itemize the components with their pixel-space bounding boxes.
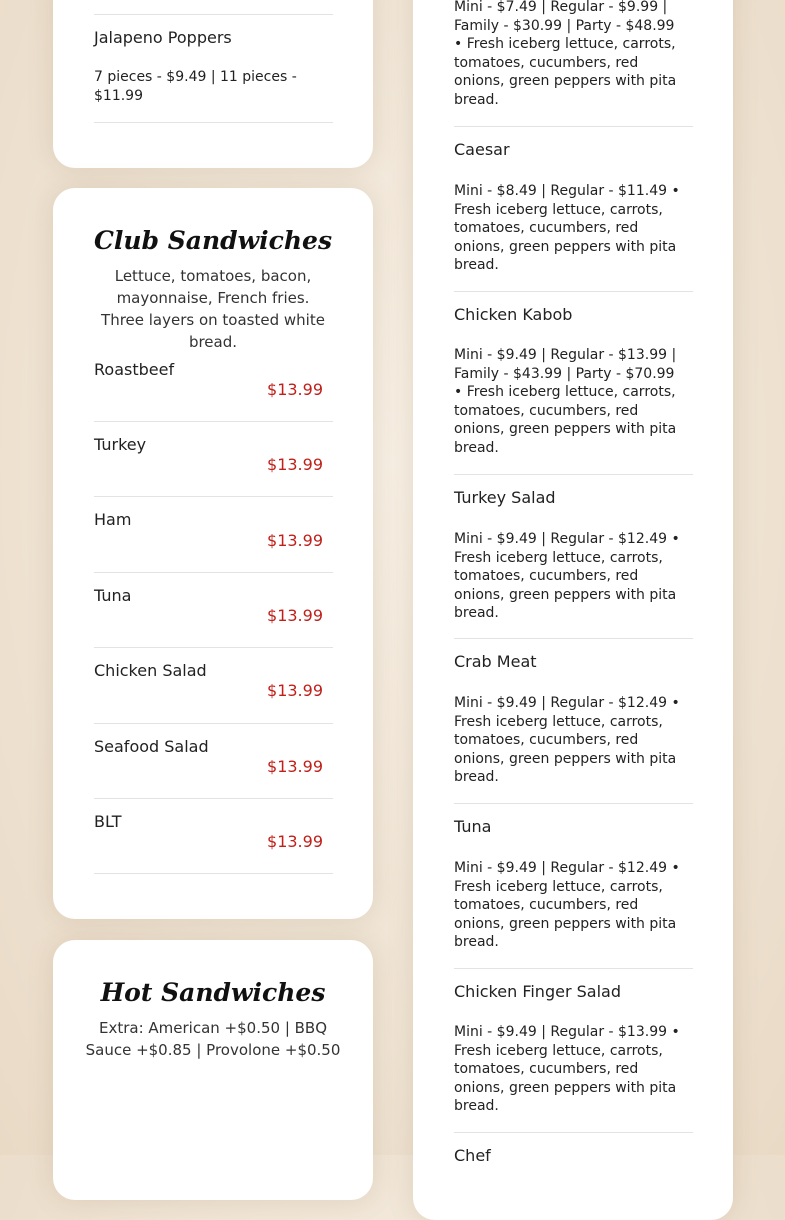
menu-item-price: $13.99 xyxy=(267,681,323,700)
menu-divider xyxy=(454,803,693,804)
menu-item-name: Chef xyxy=(454,1146,491,1165)
menu-divider xyxy=(94,14,333,15)
menu-item-name: Chicken Salad xyxy=(94,661,207,680)
menu-divider xyxy=(454,291,693,292)
menu-item-price: $13.99 xyxy=(267,531,323,550)
menu-item-name: Roastbeef xyxy=(94,360,175,379)
hot-sandwiches-card xyxy=(53,940,373,1200)
menu-item-price: $13.99 xyxy=(267,455,323,474)
menu-divider xyxy=(94,798,333,799)
menu-divider xyxy=(94,647,333,648)
menu-item-price: $13.99 xyxy=(267,757,323,776)
menu-item-name: Ham xyxy=(94,510,132,529)
menu-item-name: Caesar xyxy=(454,140,510,159)
menu-divider xyxy=(454,968,693,969)
menu-item-name: Jalapeno Poppers xyxy=(94,28,232,47)
menu-divider xyxy=(454,638,693,639)
salads-card xyxy=(413,0,733,1220)
menu-divider xyxy=(94,873,333,874)
menu-item-name: Tuna xyxy=(454,817,492,836)
menu-item-name: Turkey Salad xyxy=(454,488,556,507)
menu-item-name: Tuna xyxy=(94,586,132,605)
menu-item-name: Chicken Finger Salad xyxy=(454,982,621,1001)
menu-divider xyxy=(94,572,333,573)
menu-item-desc: 7 pieces - $9.49 | 11 pieces - $11.99 xyxy=(94,69,297,104)
menu-item-price: $13.99 xyxy=(267,380,323,399)
club-sandwiches-card xyxy=(53,188,373,919)
menu-item-price: $13.99 xyxy=(267,832,323,851)
section-intro: Extra: American +$0.50 | BBQ Sauce +$0.85 | Provolone +$0.50 xyxy=(85,1019,341,1059)
menu-divider xyxy=(454,1132,693,1133)
menu-item-name: BLT xyxy=(94,812,122,831)
menu-divider xyxy=(454,126,693,127)
appetizers-card xyxy=(53,0,373,168)
menu-divider xyxy=(454,474,693,475)
menu-item-desc: Mini - $9.49 | Regular - $12.49 • Fresh iceberg lettuce, carrots, tomatoes, cucumbers, red onions, green peppers with pita bread. xyxy=(454,860,680,951)
menu-item-desc: Mini - $9.49 | Regular - $13.99 | Family - $43.99 | Party - $70.99 • Fresh iceberg lettuce, carrots, tomatoes, cucumbers, red onions, green peppers with pita bread. xyxy=(454,347,677,456)
menu-item-name: Seafood Salad xyxy=(94,737,209,756)
section-title: Club Sandwiches xyxy=(93,226,333,255)
menu-divider xyxy=(94,122,333,123)
menu-divider xyxy=(94,496,333,497)
menu-item-desc: Mini - $9.49 | Regular - $13.99 • Fresh iceberg lettuce, carrots, tomatoes, cucumbers, red onions, green peppers with pita bread. xyxy=(454,1024,680,1115)
menu-item-desc: Mini - $7.49 | Regular - $9.99 | Family - $30.99 | Party - $48.99 • Fresh iceberg lettuce, carrots, tomatoes, cucumbers, red onions, green peppers with pita bread. xyxy=(454,0,677,108)
menu-item xyxy=(94,28,333,105)
menu-item-price: $13.99 xyxy=(267,606,323,625)
menu-item-desc: Mini - $9.49 | Regular - $12.49 • Fresh iceberg lettuce, carrots, tomatoes, cucumbers, red onions, green peppers with pita bread. xyxy=(454,531,680,622)
section-intro: Lettuce, tomatoes, bacon, mayonnaise, French fries. Three layers on toasted white bread. xyxy=(101,267,325,351)
menu-divider xyxy=(94,421,333,422)
menu-item-desc: Mini - $8.49 | Regular - $11.49 • Fresh iceberg lettuce, carrots, tomatoes, cucumbers, red onions, green peppers with pita bread. xyxy=(454,183,680,274)
menu-item-name: Turkey xyxy=(94,435,147,454)
menu-item-name: Crab Meat xyxy=(454,652,537,671)
menu-divider xyxy=(94,723,333,724)
menu-item-name: Chicken Kabob xyxy=(454,305,573,324)
section-title: Hot Sandwiches xyxy=(100,978,326,1007)
menu-item-desc: Mini - $9.49 | Regular - $12.49 • Fresh iceberg lettuce, carrots, tomatoes, cucumbers, red onions, green peppers with pita bread. xyxy=(454,695,680,786)
